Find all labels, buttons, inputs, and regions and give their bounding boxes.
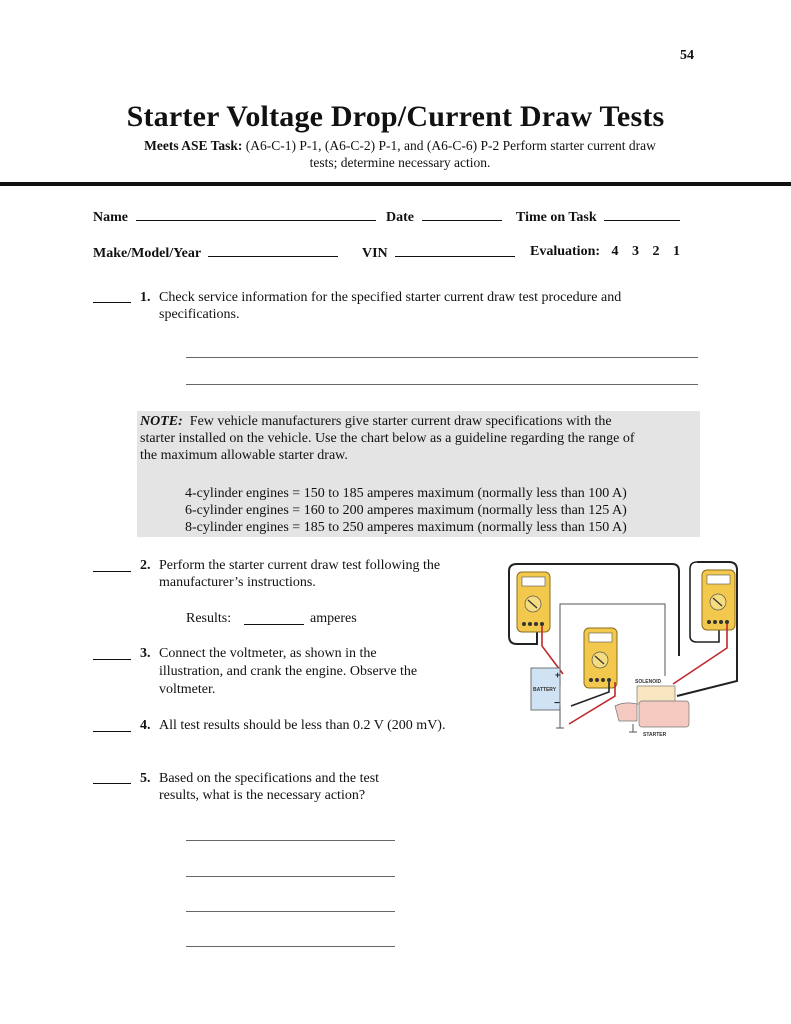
make-model-year-input[interactable] bbox=[208, 244, 338, 257]
note-label: NOTE: bbox=[140, 414, 183, 429]
task-5-text: Based on the specifications and the test bbox=[159, 771, 380, 786]
svg-text:−: − bbox=[554, 698, 560, 709]
ase-task-label: Meets ASE Task: bbox=[144, 138, 243, 153]
time-on-task-field bbox=[516, 208, 680, 226]
task-3-text-2: illustration, and crank the engine. Observe the bbox=[159, 664, 418, 679]
wiring-illustration bbox=[497, 556, 743, 736]
task-2-text-2: manufacturer’s instructions. bbox=[159, 575, 316, 590]
task-3-text: Connect the voltmeter, as shown in the bbox=[159, 646, 377, 661]
time-on-task-input[interactable] bbox=[604, 208, 680, 221]
note-paragraph bbox=[140, 413, 696, 464]
note-text-3: the maximum allowable starter draw. bbox=[140, 448, 348, 463]
page-number: 54 bbox=[680, 48, 694, 63]
evaluation-score-4[interactable]: 4 bbox=[611, 244, 619, 259]
task-1-answer-line-1[interactable] bbox=[186, 357, 698, 358]
date-label: Date bbox=[386, 210, 414, 225]
vin-label: VIN bbox=[362, 246, 388, 261]
evaluation-score-3[interactable]: 3 bbox=[632, 244, 640, 259]
ase-task-text-2: tests; determine necessary action. bbox=[309, 155, 491, 170]
task-2-checkoff-blank[interactable] bbox=[93, 571, 131, 572]
task-4-number: 4. bbox=[140, 718, 151, 733]
note-text-2: starter installed on the vehicle. Use the chart below as a guideline regarding the range of bbox=[140, 431, 635, 446]
results-unit: amperes bbox=[310, 611, 357, 626]
task-1-text: Check service information for the specified starter current draw test procedure and bbox=[159, 290, 622, 305]
svg-text:+: + bbox=[555, 670, 561, 680]
page-title: Starter Voltage Drop/Current Draw Tests bbox=[126, 100, 665, 133]
svg-text:SOLENOID: SOLENOID bbox=[635, 679, 662, 685]
ase-task-text: (A6-C-1) P-1, (A6-C-2) P-1, and (A6-C-6) P-2 Perform starter current draw bbox=[245, 138, 656, 153]
evaluation-score-2[interactable]: 2 bbox=[652, 244, 660, 259]
task-3-text-3: voltmeter. bbox=[159, 682, 216, 697]
vin-field bbox=[362, 244, 515, 262]
starter-motor-icon bbox=[615, 679, 689, 736]
results-label: Results: bbox=[186, 611, 232, 626]
date-field bbox=[386, 208, 502, 226]
task-5-answer-line-3[interactable] bbox=[186, 911, 395, 912]
name-label: Name bbox=[93, 210, 128, 225]
task-4-checkoff-blank[interactable] bbox=[93, 731, 131, 732]
header-divider bbox=[0, 182, 791, 186]
name-input[interactable] bbox=[136, 208, 376, 221]
task-5-text-2: results, what is the necessary action? bbox=[159, 788, 366, 803]
multimeter-icon bbox=[584, 628, 617, 688]
spec-8-cylinder: 8-cylinder engines = 185 to 250 amperes maximum (normally less than 150 A) bbox=[185, 520, 627, 535]
task-4-text: All test results should be less than 0.2 V (200 mV). bbox=[159, 718, 446, 733]
time-on-task-label: Time on Task bbox=[516, 210, 597, 225]
battery-icon bbox=[531, 668, 560, 710]
task-5-answer-line-2[interactable] bbox=[186, 876, 395, 877]
ase-task-subtitle bbox=[80, 137, 720, 171]
evaluation-label: Evaluation: bbox=[530, 244, 601, 259]
spec-4-cylinder: 4-cylinder engines = 150 to 185 amperes maximum (normally less than 100 A) bbox=[185, 486, 627, 501]
task-3-number: 3. bbox=[140, 646, 151, 661]
task-2-text: Perform the starter current draw test following the bbox=[159, 558, 441, 573]
task-1-text-2: specifications. bbox=[159, 307, 240, 322]
svg-text:BATTERY: BATTERY bbox=[533, 687, 557, 693]
svg-text:STARTER: STARTER bbox=[643, 732, 667, 736]
task-5-number: 5. bbox=[140, 771, 151, 786]
note-box bbox=[137, 411, 700, 537]
evaluation-field bbox=[530, 244, 680, 260]
multimeter-icon bbox=[702, 570, 735, 630]
task-3-checkoff-blank[interactable] bbox=[93, 659, 131, 660]
vin-input[interactable] bbox=[395, 244, 515, 257]
make-model-year-field bbox=[93, 244, 338, 262]
task-5-answer-line-1[interactable] bbox=[186, 840, 395, 841]
note-text-1: Few vehicle manufacturers give starter current draw specifications with the bbox=[189, 414, 612, 429]
task-1-number: 1. bbox=[140, 290, 151, 305]
task-1-checkoff-blank[interactable] bbox=[93, 302, 131, 303]
evaluation-score-1[interactable]: 1 bbox=[673, 244, 681, 259]
task-5-checkoff-blank[interactable] bbox=[93, 783, 131, 784]
task-2-number: 2. bbox=[140, 558, 151, 573]
date-input[interactable] bbox=[422, 208, 502, 221]
make-model-year-label: Make/Model/Year bbox=[93, 246, 201, 261]
task-5-answer-line-4[interactable] bbox=[186, 946, 395, 947]
multimeter-icon bbox=[517, 572, 550, 632]
task-1-answer-line-2[interactable] bbox=[186, 384, 698, 385]
spec-6-cylinder: 6-cylinder engines = 160 to 200 amperes maximum (normally less than 125 A) bbox=[185, 503, 627, 518]
voltage-drop-diagram bbox=[497, 556, 743, 736]
results-amperes-input[interactable] bbox=[244, 624, 304, 625]
name-field bbox=[93, 208, 376, 226]
